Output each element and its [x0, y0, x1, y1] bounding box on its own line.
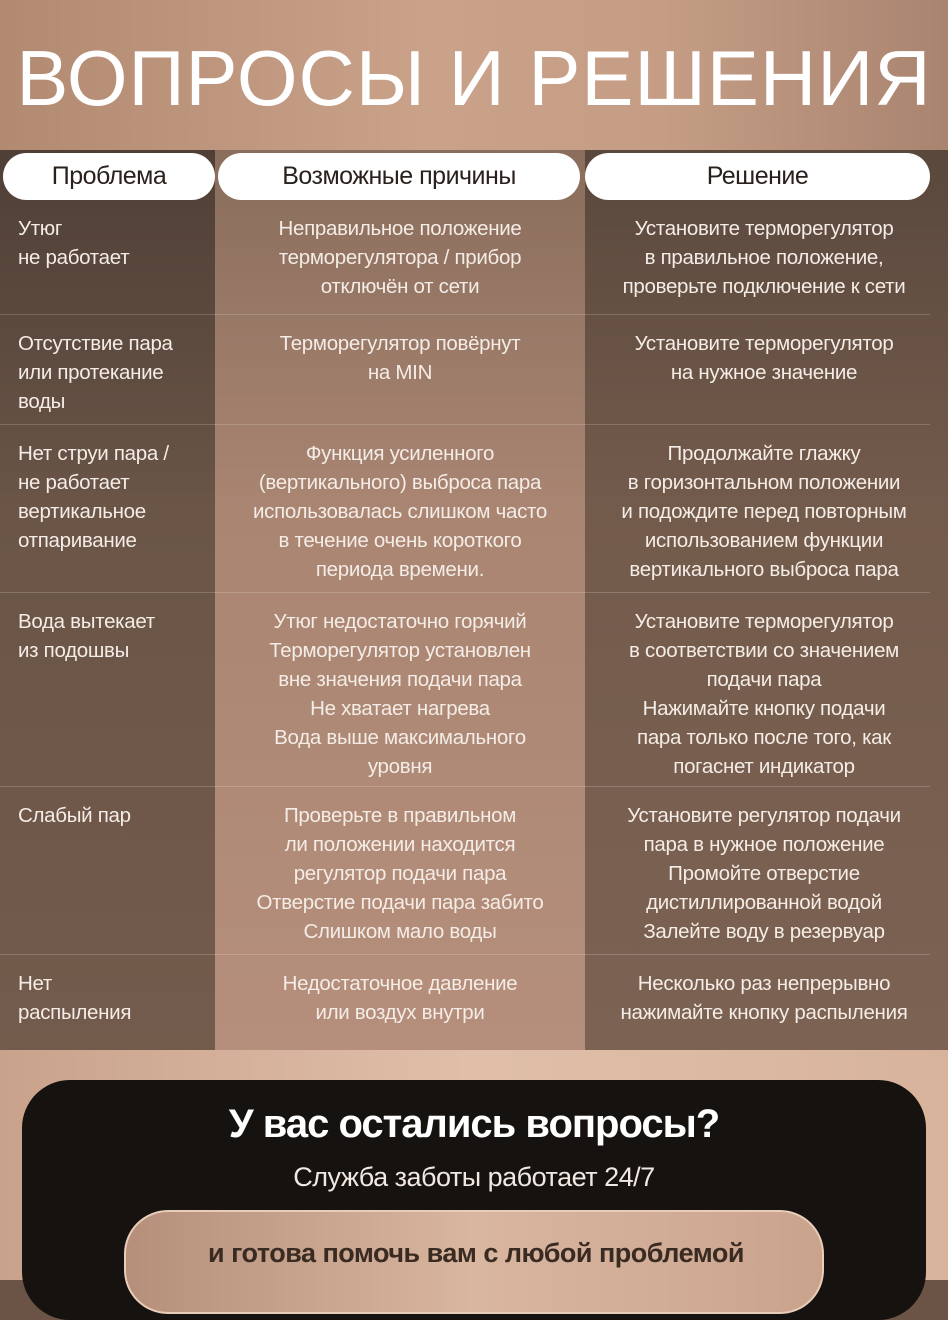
solution-cell-line: Установите терморегулятор [634, 332, 894, 355]
solution-cell-line: Нажимайте кнопку подачи [642, 697, 886, 720]
solution-cell [590, 801, 938, 946]
table-row [0, 315, 948, 425]
solution-cell [590, 214, 938, 301]
causes-cell [222, 969, 578, 1027]
problem-cell-line: Отсутствие пара [18, 332, 173, 355]
problem-cell-line: Слабый пар [18, 804, 131, 827]
causes-cell [222, 214, 578, 301]
faq-table [0, 150, 948, 1050]
problem-cell-line: из подошвы [18, 639, 130, 662]
problem-cell-line: вертикальное [18, 500, 146, 523]
solution-cell-line: на нужное значение [670, 361, 858, 384]
problem-cell [18, 329, 213, 416]
table-row [0, 787, 948, 955]
causes-cell-line: Утюг недостаточно горячий [273, 610, 527, 633]
causes-cell-line: Функция усиленного [305, 442, 495, 465]
page-title: ВОПРОСЫ И РЕШЕНИЯ [16, 34, 932, 122]
table-row [0, 200, 948, 315]
causes-cell [222, 801, 578, 946]
solution-cell-line: Залейте воду в резервуар [643, 920, 885, 943]
causes-cell-line: терморегулятора / прибор [278, 246, 522, 269]
problem-cell [18, 214, 213, 272]
solution-cell [590, 969, 938, 1027]
causes-cell-line: (вертикального) выброса пара [258, 471, 542, 494]
table-row [0, 955, 948, 1050]
causes-cell-line: отключён от сети [320, 275, 480, 298]
header [0, 0, 948, 150]
causes-cell-line: Не хватает нагрева [310, 697, 490, 720]
column-header-causes: Возможные причины [218, 153, 580, 200]
problem-cell-line: Нет [18, 972, 53, 995]
support-subtitle: Служба заботы работает 24/7 [293, 1162, 655, 1192]
problem-cell-line: не работает [18, 246, 130, 269]
causes-cell-line: или воздух внутри [315, 1001, 485, 1024]
solution-cell-line: проверьте подключение к сети [622, 275, 906, 298]
table-row [0, 593, 948, 787]
solution-cell-line: пара только после того, как [637, 726, 891, 749]
problem-cell-line: не работает [18, 471, 130, 494]
causes-cell-line: на MIN [367, 361, 433, 384]
causes-cell-line: периода времени. [315, 558, 485, 581]
problem-cell-line: Вода вытекает [18, 610, 155, 633]
causes-cell-line: Вода выше максимального [274, 726, 526, 749]
solution-cell-line: вертикального выброса пара [629, 558, 899, 581]
problem-cell-line: воды [18, 390, 66, 413]
problem-cell-line: Утюг [18, 217, 63, 240]
solution-cell-line: Промойте отверстие [668, 862, 860, 885]
solution-cell-line: Установите терморегулятор [634, 217, 894, 240]
problem-cell-line: распыления [18, 1001, 132, 1024]
causes-cell-line: уровня [367, 755, 433, 778]
solution-cell-line: погаснет индикатор [673, 755, 855, 778]
solution-cell-line: дистиллированной водой [646, 891, 882, 914]
support-ready-pill [124, 1210, 824, 1314]
solution-cell-line: использованием функции [644, 529, 884, 552]
solution-cell-line: Продолжайте глажку [667, 442, 861, 465]
causes-cell-line: Терморегулятор установлен [269, 639, 531, 662]
causes-cell-line: Проверьте в правильном [283, 804, 517, 827]
column-header-solution: Решение [585, 153, 930, 200]
solution-cell-line: пара в нужное положение [643, 833, 885, 856]
causes-cell [222, 329, 578, 387]
causes-cell-line: ли положении находится [284, 833, 516, 856]
causes-cell-line: вне значения подачи пара [278, 668, 522, 691]
solution-cell-line: Несколько раз непрерывно [637, 972, 891, 995]
causes-cell [222, 439, 578, 584]
solution-cell [590, 329, 938, 387]
solution-cell-line: в горизонтальном положении [627, 471, 901, 494]
causes-cell [222, 607, 578, 781]
problem-cell [18, 801, 213, 830]
solution-cell [590, 607, 938, 781]
causes-cell-line: Неправильное положение [278, 217, 522, 240]
causes-cell-line: Терморегулятор повёрнут [279, 332, 521, 355]
causes-cell-line: в течение очень короткого [278, 529, 522, 552]
column-header-problem: Проблема [3, 153, 215, 200]
solution-cell-line: нажимайте кнопку распыления [620, 1001, 908, 1024]
causes-cell-line: регулятор подачи пара [293, 862, 507, 885]
solution-cell-line: в правильное положение, [644, 246, 884, 269]
solution-cell [590, 439, 938, 584]
table-row [0, 425, 948, 593]
solution-cell-line: Установите регулятор подачи [627, 804, 901, 827]
support-footer [0, 1050, 948, 1280]
solution-cell-line: Установите терморегулятор [634, 610, 894, 633]
problem-cell [18, 969, 213, 1027]
problem-cell-line: или протекание [18, 361, 164, 384]
causes-cell-line: Недостаточное давление [282, 972, 518, 995]
causes-cell-line: использовалась слишком часто [252, 500, 547, 523]
support-ready-text: и готова помочь вам с любой проблемой [208, 1238, 744, 1268]
support-title: У вас остались вопросы? [228, 1102, 720, 1146]
support-card [22, 1080, 926, 1320]
problem-cell-line: Нет струи пара / [18, 442, 169, 465]
solution-cell-line: и подождите перед повторным [621, 500, 907, 523]
solution-cell-line: в соответствии со значением [629, 639, 899, 662]
problem-cell-line: отпаривание [18, 529, 137, 552]
causes-cell-line: Слишком мало воды [303, 920, 497, 943]
solution-cell-line: подачи пара [706, 668, 822, 691]
causes-cell-line: Отверстие подачи пара забито [256, 891, 544, 914]
problem-cell [18, 439, 213, 555]
problem-cell [18, 607, 213, 665]
